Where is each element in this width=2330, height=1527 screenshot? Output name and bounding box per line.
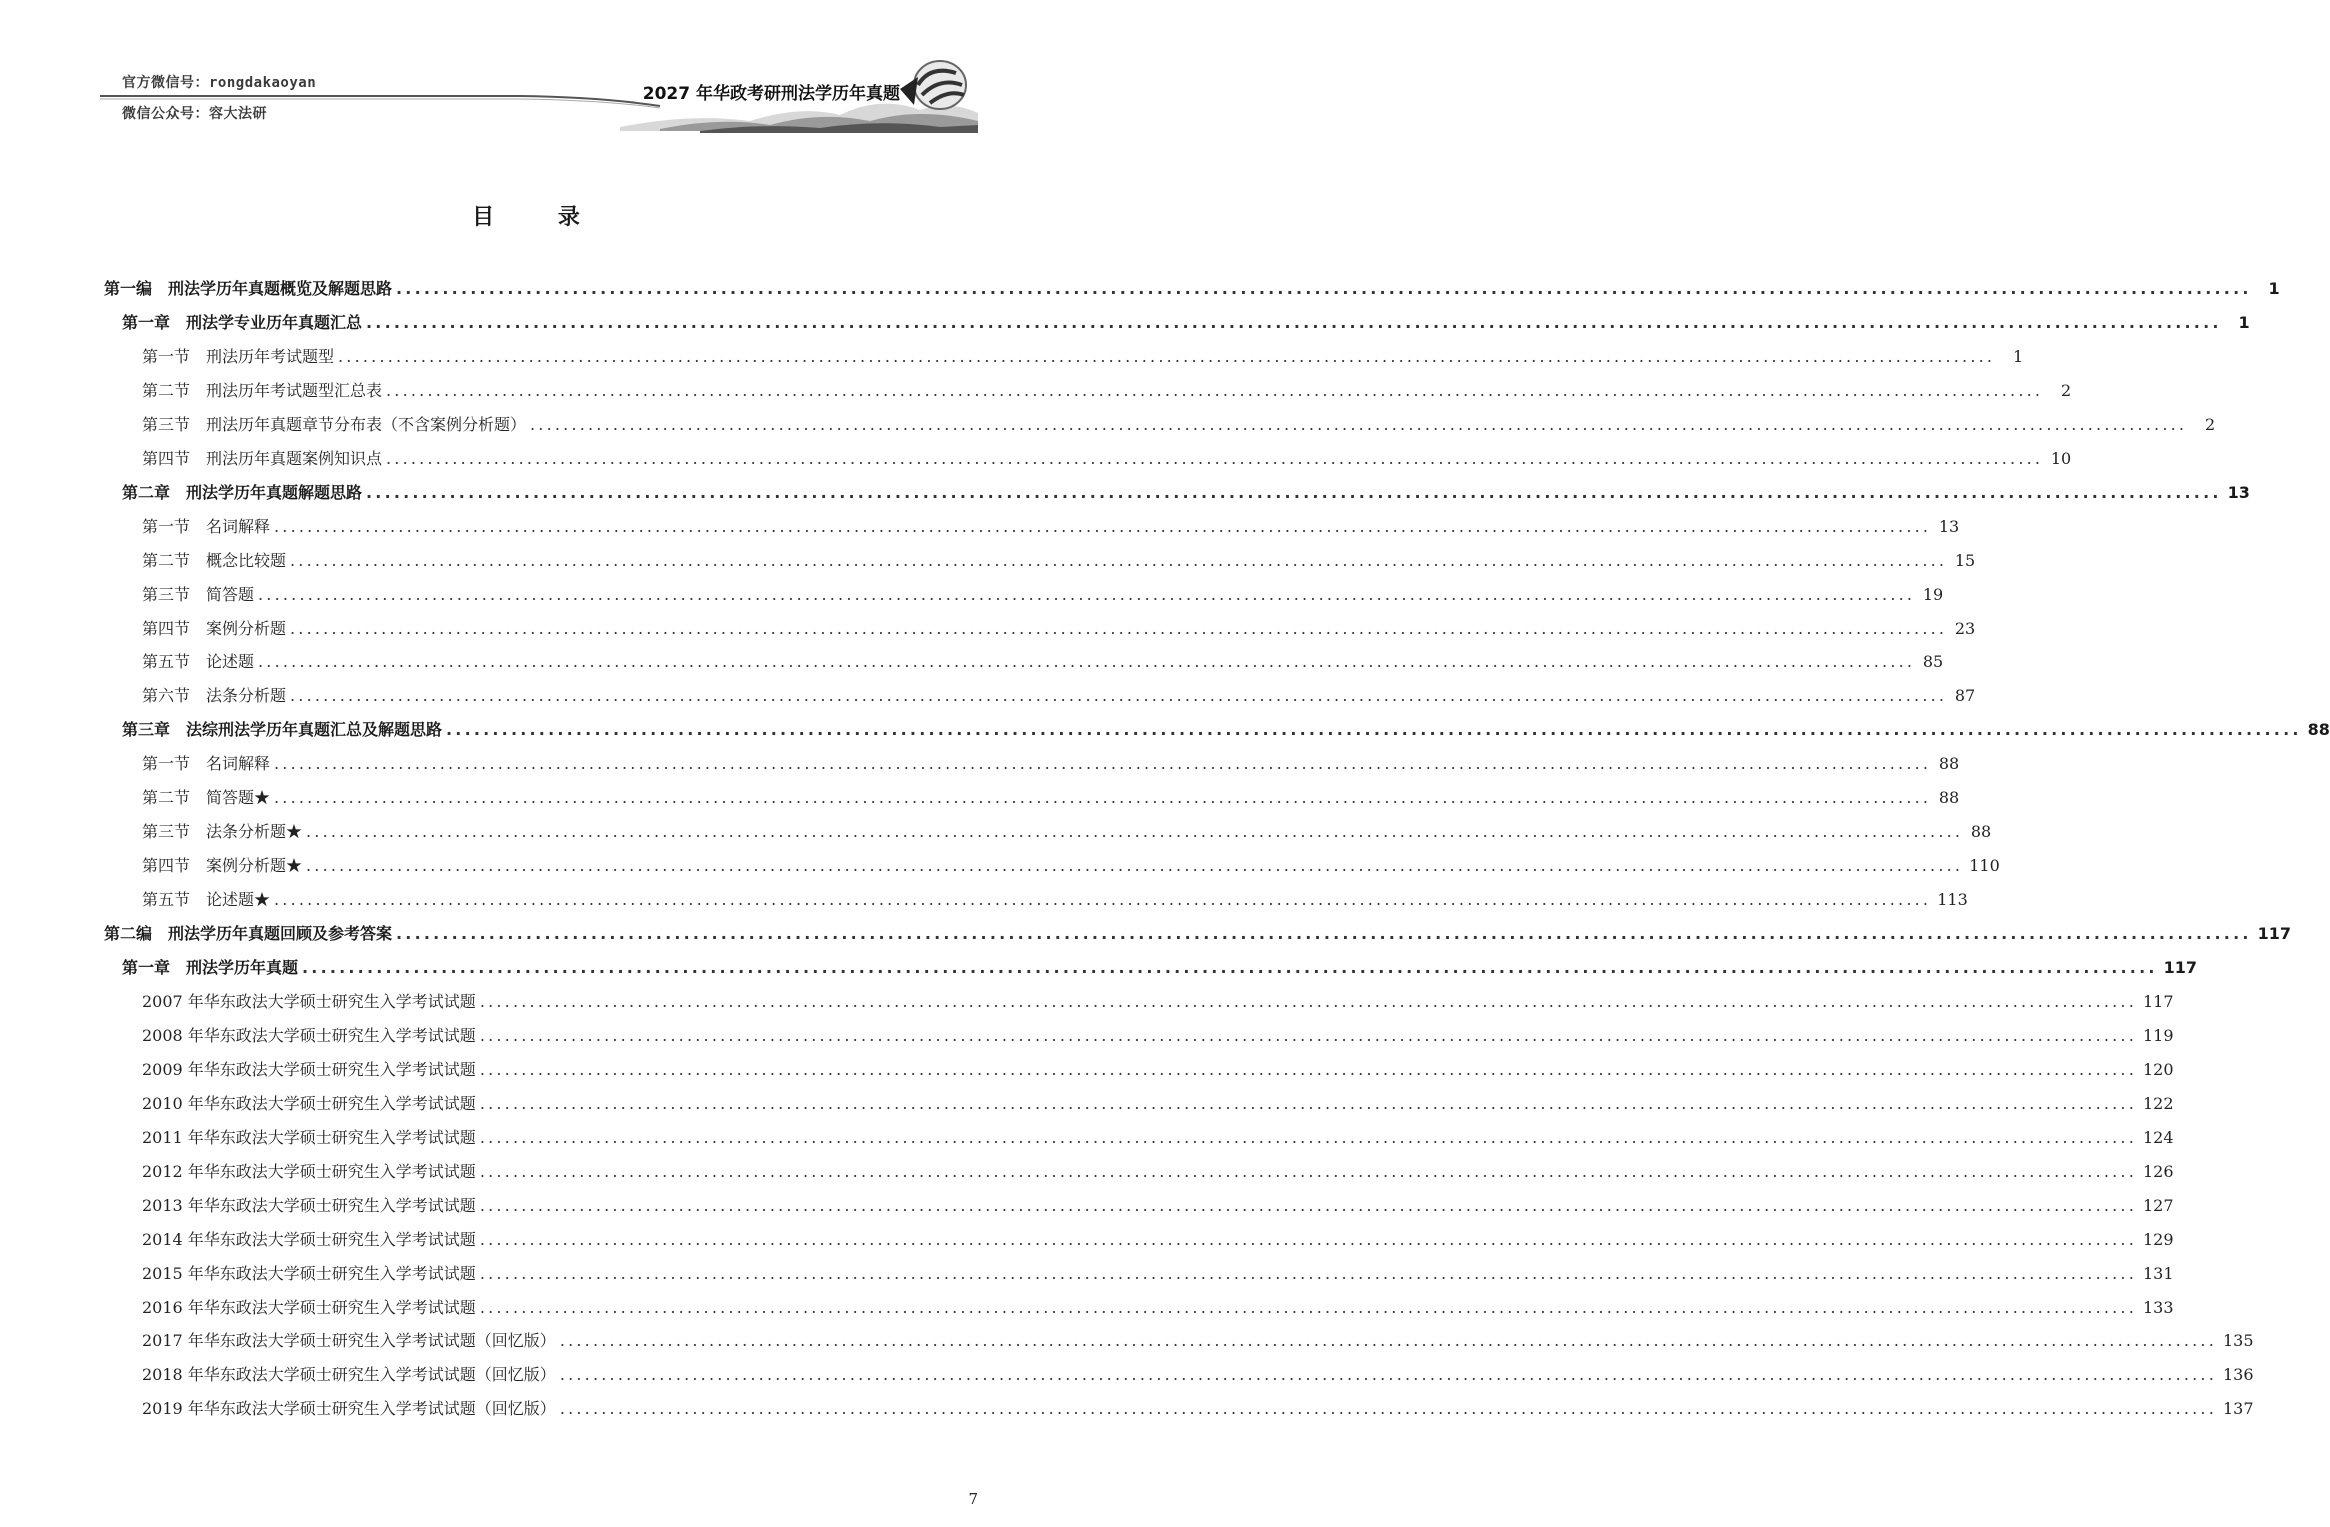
toc-entry[interactable]	[142, 616, 1976, 642]
toc-entry-label: 2010 年华东政法大学硕士研究生入学考试试题	[142, 1093, 476, 1113]
toc-entry-page: 2	[2061, 380, 2072, 400]
toc-entry[interactable]	[142, 887, 1968, 913]
toc-entry[interactable]	[142, 378, 2072, 404]
toc-leader-dots: ........................................................................................................................................................................................................	[559, 1365, 2217, 1385]
toc-entry-label: 第四节 刑法历年真题案例知识点	[142, 448, 383, 468]
toc-entry-page: 15	[1954, 550, 1976, 570]
toc-leader-dots: ........................................................................................................................................................................................................	[479, 1263, 2137, 1283]
toc-leader-dots: ........................................................................................................................................................................................................	[479, 1059, 2137, 1079]
toc-leader-dots: ........................................................................................................................................................................................................	[366, 312, 2222, 332]
toc-leader-dots: ........................................................................................................................................................................................................	[258, 584, 1916, 604]
toc-entry-page: 1	[2268, 279, 2280, 298]
toc-leader-dots: ........................................................................................................................................................................................................	[530, 414, 2188, 434]
toc-entry[interactable]	[142, 412, 2216, 438]
toc-leader-dots: ........................................................................................................................................................................................................	[559, 1331, 2217, 1351]
toc-entry[interactable]	[142, 1125, 2174, 1151]
toc-entry-page: 127	[2143, 1195, 2174, 1215]
toc-leader-dots: ........................................................................................................................................................................................................	[396, 279, 2252, 298]
toc-entry-page: 13	[1938, 516, 1960, 536]
toc-leader-dots: ........................................................................................................................................................................................................	[479, 1127, 2137, 1147]
toc-entry-label: 第三节 刑法历年真题章节分布表（不含案例分析题）	[142, 414, 527, 434]
toc-entry[interactable]	[122, 955, 2198, 981]
toc-entry-label: 第一章 刑法学历年真题	[122, 958, 299, 977]
toc-entry[interactable]	[142, 751, 1960, 777]
toc-entry-label: 第一节 名词解释	[142, 754, 271, 774]
toc-entry-page: 117	[2143, 991, 2174, 1011]
toc-entry[interactable]	[142, 989, 2174, 1015]
toc-entry-label: 第一节 刑法历年考试题型	[142, 346, 335, 366]
toc-entry-page: 88	[1970, 822, 1992, 842]
toc-entry-label: 2012 年华东政法大学硕士研究生入学考试试题	[142, 1161, 476, 1181]
toc-entry-label: 2019 年华东政法大学硕士研究生入学考试试题（回忆版）	[142, 1399, 556, 1419]
toc-entry-page: 124	[2143, 1127, 2174, 1147]
toc-entry[interactable]	[142, 582, 1944, 608]
toc-leader-dots: ........................................................................................................................................................................................................	[258, 652, 1916, 672]
toc-entry[interactable]	[142, 683, 1976, 709]
toc-entry-page: 119	[2143, 1025, 2174, 1045]
toc-entry[interactable]	[142, 1193, 2174, 1219]
toc-entry[interactable]	[104, 921, 2292, 947]
toc-entry-label: 第三节 法条分析题★	[142, 822, 303, 842]
toc-entry-label: 2009 年华东政法大学硕士研究生入学考试试题	[142, 1059, 476, 1079]
toc-entry-page: 122	[2143, 1093, 2174, 1113]
toc-leader-dots: ........................................................................................................................................................................................................	[386, 448, 2044, 468]
toc-leader-dots: ........................................................................................................................................................................................................	[338, 346, 1996, 366]
toc-entry-page: 2	[2205, 414, 2216, 434]
toc-entry-page: 88	[1938, 788, 1960, 808]
toc-entry-page: 110	[1969, 856, 2000, 876]
toc-leader-dots: ........................................................................................................................................................................................................	[396, 924, 2252, 944]
toc-entry[interactable]	[142, 548, 1976, 574]
toc-leader-dots: ........................................................................................................................................................................................................	[479, 1195, 2137, 1215]
toc-entry-page: 87	[1954, 686, 1976, 706]
toc-entry-label: 2016 年华东政法大学硕士研究生入学考试试题	[142, 1297, 476, 1317]
toc-entry-label: 第一编 刑法学历年真题概览及解题思路	[104, 279, 393, 298]
toc-entry[interactable]	[142, 1023, 2174, 1049]
toc-entry-page: 136	[2223, 1365, 2254, 1385]
mountain-logo-icon	[600, 55, 980, 135]
toc-entry[interactable]	[104, 276, 2280, 302]
page-number: 7	[968, 1490, 978, 1508]
toc-entry-label: 第二节 简答题★	[142, 788, 271, 808]
toc-entry-label: 第二章 刑法学历年真题解题思路	[122, 482, 363, 502]
toc-entry[interactable]	[142, 1057, 2174, 1083]
toc-leader-dots: ........................................................................................................................................................................................................	[479, 991, 2137, 1011]
toc-leader-dots: ........................................................................................................................................................................................................	[290, 618, 1948, 638]
toc-entry-label: 第一节 名词解释	[142, 516, 271, 536]
toc-entry[interactable]	[122, 480, 2250, 506]
toc-title: 目 录	[472, 205, 608, 230]
toc-entry-label: 2007 年华东政法大学硕士研究生入学考试试题	[142, 991, 476, 1011]
toc-entry[interactable]	[142, 853, 2000, 879]
toc-leader-dots: ........................................................................................................................................................................................................	[306, 822, 1964, 842]
toc-entry-page: 19	[1922, 584, 1944, 604]
wechat-official-account: 官方微信号：rongdakaoyan	[122, 75, 317, 91]
toc-entry-label: 第三节 简答题	[142, 584, 255, 604]
toc-leader-dots: ........................................................................................................................................................................................................	[274, 890, 1932, 910]
toc-leader-dots: ........................................................................................................................................................................................................	[479, 1161, 2137, 1181]
toc-entry-label: 第二节 刑法历年考试题型汇总表	[142, 380, 383, 400]
toc-entry-label: 2011 年华东政法大学硕士研究生入学考试试题	[142, 1127, 476, 1147]
toc-entry[interactable]	[142, 514, 1960, 540]
toc-entry-page: 113	[1937, 890, 1968, 910]
page-header	[0, 0, 1080, 140]
toc-entry-page: 88	[1938, 754, 1960, 774]
toc-leader-dots: ........................................................................................................................................................................................................	[302, 958, 2158, 977]
book-title: 2027 年华政考研刑法学历年真题	[642, 84, 900, 104]
toc-entry-label: 第二编 刑法学历年真题回顾及参考答案	[104, 924, 393, 944]
toc-entry-page: 137	[2223, 1399, 2254, 1419]
toc-leader-dots: ........................................................................................................................................................................................................	[479, 1025, 2137, 1045]
toc-entry-label: 第五节 论述题	[142, 652, 255, 672]
toc-entry[interactable]	[122, 310, 2250, 336]
toc-entry-label: 第一章 刑法学专业历年真题汇总	[122, 312, 363, 332]
toc-entry-label: 第四节 案例分析题	[142, 618, 287, 638]
toc-entry-label: 第二节 概念比较题	[142, 550, 287, 570]
toc-entry-page: 117	[2257, 924, 2292, 944]
toc-leader-dots: ........................................................................................................................................................................................................	[479, 1297, 2137, 1317]
toc-leader-dots: ........................................................................................................................................................................................................	[290, 686, 1948, 706]
toc-leader-dots: ........................................................................................................................................................................................................	[306, 856, 1964, 876]
toc-entry-page: 133	[2143, 1297, 2174, 1317]
toc-entry-page: 13	[2227, 482, 2250, 502]
toc-leader-dots: ........................................................................................................................................................................................................	[290, 550, 1948, 570]
toc-entry-label: 2018 年华东政法大学硕士研究生入学考试试题（回忆版）	[142, 1365, 556, 1385]
toc-entry[interactable]	[142, 344, 2024, 370]
toc-entry[interactable]	[142, 785, 1960, 811]
toc-entry[interactable]	[142, 1396, 2254, 1422]
toc-entry[interactable]	[142, 819, 1992, 845]
toc-entry[interactable]	[142, 446, 2072, 472]
toc-entry-page: 117	[2163, 958, 2198, 977]
toc-entry[interactable]	[142, 1362, 2254, 1388]
toc-leader-dots: ........................................................................................................................................................................................................	[559, 1399, 2217, 1419]
toc-leader-dots: ........................................................................................................................................................................................................	[386, 380, 2044, 400]
toc-entry-label: 第三章 法综刑法学历年真题汇总及解题思路	[122, 720, 443, 740]
toc-entry-label: 第四节 案例分析题★	[142, 856, 303, 876]
toc-entry-page: 126	[2143, 1161, 2174, 1181]
toc-entry[interactable]	[142, 1261, 2174, 1287]
toc-entry[interactable]	[142, 1091, 2174, 1117]
toc-entry-page: 23	[1954, 618, 1976, 638]
toc-leader-dots: ........................................................................................................................................................................................................	[274, 788, 1932, 808]
toc-leader-dots: ........................................................................................................................................................................................................	[274, 754, 1932, 774]
toc-entry[interactable]	[142, 1328, 2254, 1354]
toc-entry-label: 第五节 论述题★	[142, 890, 271, 910]
toc-leader-dots: ........................................................................................................................................................................................................	[274, 516, 1932, 536]
toc-entry-label: 2014 年华东政法大学硕士研究生入学考试试题	[142, 1229, 476, 1249]
toc-leader-dots: ........................................................................................................................................................................................................	[479, 1093, 2137, 1113]
toc-entry-label: 2017 年华东政法大学硕士研究生入学考试试题（回忆版）	[142, 1331, 556, 1351]
toc-entry-page: 129	[2143, 1229, 2174, 1249]
toc-entry[interactable]	[122, 717, 2330, 743]
toc-entry-label: 2013 年华东政法大学硕士研究生入学考试试题	[142, 1195, 476, 1215]
toc-entry-page: 1	[2013, 346, 2024, 366]
wechat-public-account: 微信公众号：容大法研	[122, 106, 267, 122]
toc-entry-page: 85	[1922, 652, 1944, 672]
toc-entry-label: 2015 年华东政法大学硕士研究生入学考试试题	[142, 1263, 476, 1283]
toc-entry[interactable]	[142, 649, 1944, 675]
toc-leader-dots: ........................................................................................................................................................................................................	[446, 720, 2302, 740]
toc-entry-page: 10	[2050, 448, 2072, 468]
toc-entry-label: 2008 年华东政法大学硕士研究生入学考试试题	[142, 1025, 476, 1045]
toc-entry-page: 135	[2223, 1331, 2254, 1351]
toc-entry-label: 第六节 法条分析题	[142, 686, 287, 706]
toc-entry-page: 88	[2307, 720, 2330, 740]
toc-entry-page: 120	[2143, 1059, 2174, 1079]
toc-leader-dots: ........................................................................................................................................................................................................	[366, 482, 2222, 502]
toc-entry[interactable]	[142, 1295, 2174, 1321]
toc-entry[interactable]	[142, 1159, 2174, 1185]
toc-entry[interactable]	[142, 1227, 2174, 1253]
toc-leader-dots: ........................................................................................................................................................................................................	[479, 1229, 2137, 1249]
toc-entry-page: 131	[2143, 1263, 2174, 1283]
toc-entry-page: 1	[2238, 312, 2250, 332]
